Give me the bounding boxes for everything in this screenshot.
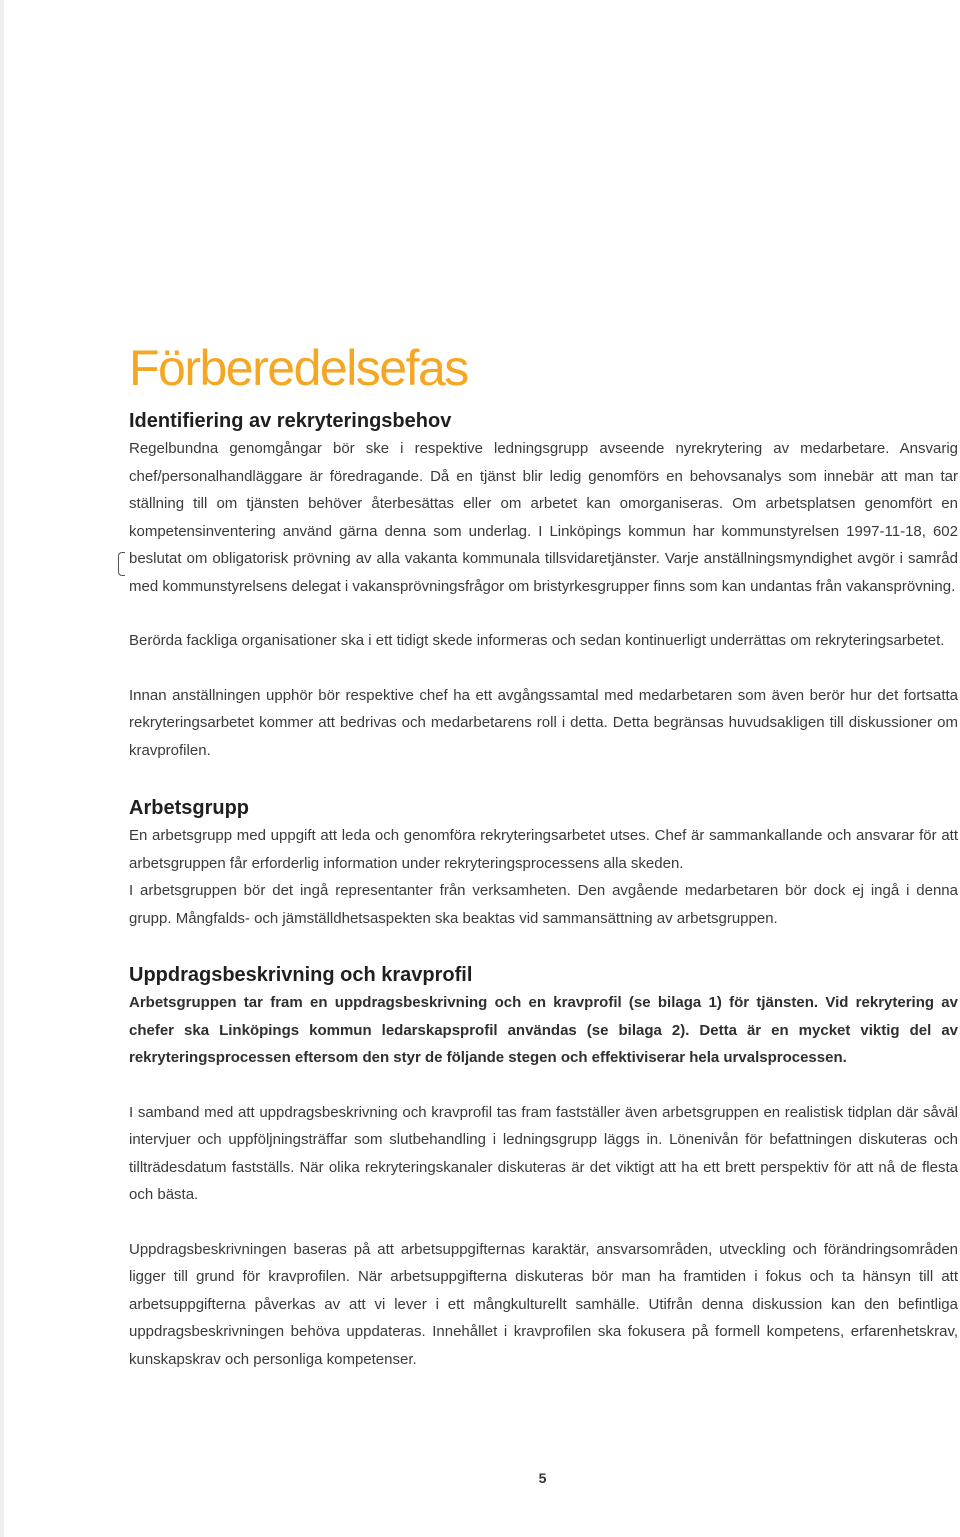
section-heading-arbetsgrupp: Arbetsgrupp bbox=[129, 797, 249, 819]
page-edge-divider bbox=[0, 0, 4, 1537]
paragraph-identifiering-1: Regelbundna genomgångar bör ske i respektive ledningsgrupp avseende nyrekrytering av medarbetare. Ansvarig chef/personalhandläggare är föredragande. Då en tjänst blir ledig genomförs en behovsanalys som innebär att man tar ställning till om tjänsten behöver återbesättas eller om arbetet kan omorganiseras. Om arbetsplatsen genomfört en kompetensinventering använd gärna denna som underlag. I Linköpings kommun har kommunstyrelsen 1997-11-18, 602 beslutat om obligatorisk prövning av alla vakanta kommunala tillsvidaretjänster. Varje anställningsmyndighet avgör i samråd med kommunstyrelsens delegat i vakansprövningsfrågor om bristyrkesgrupper finns som kan undantas från vakansprövning. bbox=[129, 440, 958, 595]
lead-paragraph-uppdragsbeskrivning: Arbetsgruppen tar fram en uppdragsbeskrivning och en kravprofil (se bilaga 1) för tjänsten. Vid rekrytering av chefer ska Linköpings kommun ledarskapsprofil användas (se bilaga 2). Detta är en mycket viktig del av rekryteringsprocessen eftersom den styr de följande stegen och effektiviserar hela urvalsprocessen. bbox=[129, 994, 958, 1066]
document-page bbox=[129, 333, 958, 1373]
paragraph-arbetsgrupp-2: I arbetsgruppen bör det ingå representanter från verksamheten. Den avgående medarbetaren bör dock ej ingå i denna grupp. Mångfalds- och jämställdhetsaspekten ska beaktas vid sammansättning av arbetsgruppen. bbox=[129, 882, 958, 927]
section-heading-uppdragsbeskrivning: Uppdragsbeskrivning och kravprofil bbox=[129, 964, 473, 986]
paragraph-identifiering-3: Innan anställningen upphör bör respektive chef ha ett avgångssamtal med medarbetaren som även berör hur det fortsatta rekryteringsarbetet kommer att bedrivas och medarbetarens roll i detta. Detta begränsas huvudsakligen till diskussioner om kravprofilen. bbox=[129, 686, 958, 759]
paragraph-arbetsgrupp-1: En arbetsgrupp med uppgift att leda och genomföra rekryteringsarbetet utses. Chef är sammankallande och ansvarar för att arbetsgruppen får erforderlig information under rekryteringsprocessens alla skeden. bbox=[129, 827, 958, 872]
page-title: Förberedelsefas bbox=[129, 340, 468, 396]
paragraph-uppdragsbeskrivning-1: I samband med att uppdragsbeskrivning och kravprofil tas fram fastställer även arbetsgruppen en realistisk tidplan där såväl intervjuer och uppföljningsträffar som slutbehandling i ledningsgrupp läggs in. Lönenivån för befattningen diskuteras och tillträdesdatum fastställs. När olika rekryteringskanaler diskuteras är det viktigt att ha ett brett perspektiv för att nå de flesta och bästa. bbox=[129, 1103, 958, 1203]
paragraph-identifiering-2: Berörda fackliga organisationer ska i ett tidigt skede informeras och sedan kontinuerligt underrättas om rekryteringsarbetet. bbox=[129, 632, 945, 649]
section-heading-identifiering: Identifiering av rekryteringsbehov bbox=[129, 410, 452, 432]
paragraph-uppdragsbeskrivning-2: Uppdragsbeskrivningen baseras på att arbetsuppgifternas karaktär, ansvarsområden, utveckling och förändringsområden ligger till grund för kravprofilen. När arbetsuppgifterna diskuteras bör man ha framtiden i fokus och ta hänsyn till att arbetsuppgifterna påverkas av att vi lever i ett mångkulturellt samhälle. Utifrån denna diskussion kan den befintliga uppdragsbeskrivningen behöva uppdateras. Innehållet i kravprofilen ska fokusera på formell kompetens, erfarenhetskrav, kunskapskrav och personliga kompetenser. bbox=[129, 1240, 958, 1368]
page-number: 5 bbox=[538, 1470, 547, 1486]
margin-bracket-mark bbox=[118, 552, 125, 576]
